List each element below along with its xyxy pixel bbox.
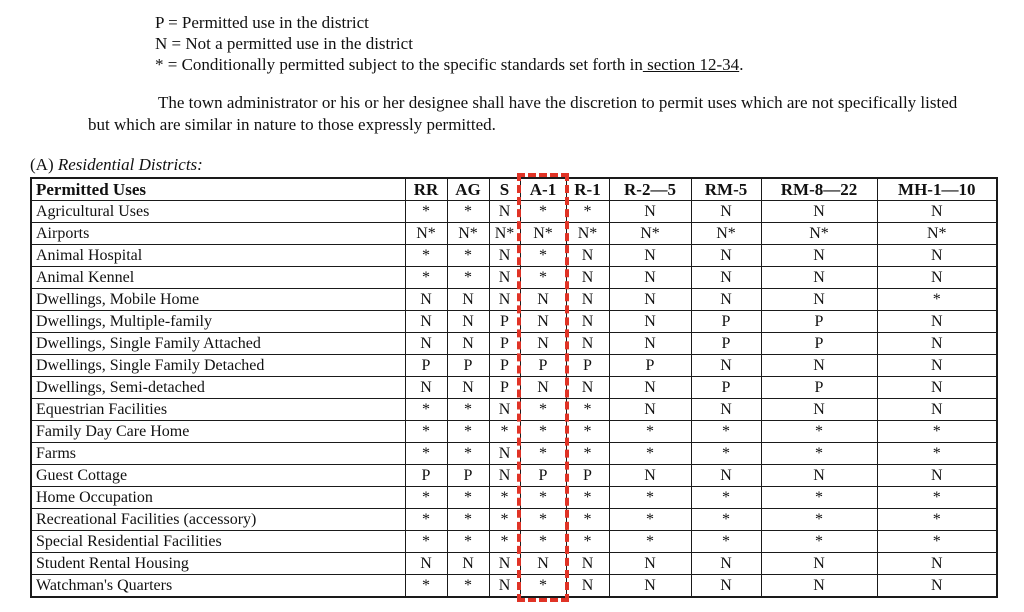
value-cell: * <box>761 421 877 443</box>
use-name-cell: Dwellings, Mobile Home <box>31 289 405 311</box>
value-cell: * <box>877 509 997 531</box>
value-cell: * <box>691 443 761 465</box>
value-cell: N <box>447 553 489 575</box>
value-cell: * <box>447 267 489 289</box>
value-cell: * <box>405 245 447 267</box>
value-cell: N <box>566 267 609 289</box>
col-header-s: S <box>489 178 520 201</box>
value-cell: * <box>447 487 489 509</box>
use-name-cell: Student Rental Housing <box>31 553 405 575</box>
table-row <box>31 465 997 487</box>
use-name-cell: Dwellings, Single Family Detached <box>31 355 405 377</box>
value-cell: N* <box>877 223 997 245</box>
intro-paragraph: The town administrator or his or her designee shall have the discretion to permit uses which are not specifically listed but which are similar in nature to those expressly permitted. <box>88 93 958 134</box>
value-cell: * <box>447 201 489 223</box>
use-name-cell: Dwellings, Semi-detached <box>31 377 405 399</box>
value-cell: N <box>691 245 761 267</box>
value-cell: * <box>877 289 997 311</box>
use-name-cell: Guest Cottage <box>31 465 405 487</box>
section-title: Residential Districts: <box>57 155 203 174</box>
value-cell: * <box>609 443 691 465</box>
value-cell: * <box>489 509 520 531</box>
value-cell: N <box>761 399 877 421</box>
col-header-rr: RR <box>405 178 447 201</box>
value-cell: * <box>566 421 609 443</box>
value-cell: * <box>691 487 761 509</box>
value-cell: * <box>520 487 566 509</box>
value-cell: P <box>405 465 447 487</box>
value-cell: N <box>566 245 609 267</box>
value-cell: * <box>447 443 489 465</box>
value-cell: N <box>609 267 691 289</box>
table-row <box>31 355 997 377</box>
value-cell: P <box>566 465 609 487</box>
value-cell: N <box>609 553 691 575</box>
value-cell: * <box>566 399 609 421</box>
table-row <box>31 201 997 223</box>
value-cell: P <box>566 355 609 377</box>
value-cell: * <box>447 399 489 421</box>
value-cell: N <box>489 443 520 465</box>
value-cell: N <box>489 399 520 421</box>
value-cell: N <box>691 553 761 575</box>
col-header-r-2-5: R-2—5 <box>609 178 691 201</box>
col-header-a-1: A-1 <box>520 178 566 201</box>
value-cell: * <box>761 487 877 509</box>
table-row <box>31 377 997 399</box>
value-cell: P <box>489 311 520 333</box>
value-cell: N <box>877 267 997 289</box>
value-cell: * <box>520 245 566 267</box>
value-cell: N <box>877 355 997 377</box>
use-name-cell: Special Residential Facilities <box>31 531 405 553</box>
value-cell: N* <box>489 223 520 245</box>
value-cell: N* <box>761 223 877 245</box>
value-cell: N <box>447 289 489 311</box>
value-cell: P <box>447 465 489 487</box>
value-cell: N <box>566 289 609 311</box>
table-row <box>31 333 997 355</box>
legend-line-not-permitted: N = Not a permitted use in the district <box>155 34 413 53</box>
value-cell: N <box>761 267 877 289</box>
use-name-cell: Animal Kennel <box>31 267 405 289</box>
value-cell: P <box>761 311 877 333</box>
value-cell: * <box>489 487 520 509</box>
col-header-ag: AG <box>447 178 489 201</box>
use-name-cell: Airports <box>31 223 405 245</box>
table-header-row <box>31 178 997 201</box>
value-cell: * <box>405 267 447 289</box>
value-cell: * <box>405 201 447 223</box>
value-cell: * <box>405 421 447 443</box>
value-cell: * <box>520 575 566 598</box>
value-cell: N <box>761 575 877 598</box>
value-cell: N <box>447 333 489 355</box>
table-body <box>31 201 997 598</box>
table-row <box>31 311 997 333</box>
section-heading <box>30 155 203 175</box>
value-cell: P <box>405 355 447 377</box>
section-label: (A) <box>30 155 54 174</box>
value-cell: * <box>877 531 997 553</box>
table-row <box>31 245 997 267</box>
value-cell: N <box>447 377 489 399</box>
value-cell: * <box>405 399 447 421</box>
value-cell: N <box>609 575 691 598</box>
col-header-mh-1-10: MH-1—10 <box>877 178 997 201</box>
use-name-cell: Watchman's Quarters <box>31 575 405 598</box>
value-cell: N <box>489 289 520 311</box>
table-row <box>31 553 997 575</box>
value-cell: * <box>405 443 447 465</box>
value-cell: N* <box>447 223 489 245</box>
value-cell: P <box>761 377 877 399</box>
value-cell: N* <box>520 223 566 245</box>
value-cell: N <box>609 333 691 355</box>
value-cell: N <box>691 575 761 598</box>
value-cell: N <box>877 553 997 575</box>
legend-conditional-text: * = Conditionally permitted subject to the specific standards set forth in <box>155 55 643 74</box>
value-cell: * <box>447 509 489 531</box>
value-cell: N <box>609 245 691 267</box>
value-cell: N <box>609 399 691 421</box>
value-cell: N <box>691 267 761 289</box>
value-cell: * <box>691 531 761 553</box>
section-12-34-link[interactable]: section 12-34 <box>642 55 740 74</box>
value-cell: N <box>761 465 877 487</box>
use-name-cell: Recreational Facilities (accessory) <box>31 509 405 531</box>
table-row <box>31 399 997 421</box>
col-header-rm-8-22: RM-8—22 <box>761 178 877 201</box>
use-name-cell: Dwellings, Single Family Attached <box>31 333 405 355</box>
value-cell: P <box>609 355 691 377</box>
value-cell: N <box>877 333 997 355</box>
table-row <box>31 267 997 289</box>
value-cell: N <box>566 311 609 333</box>
value-cell: N* <box>566 223 609 245</box>
use-name-cell: Family Day Care Home <box>31 421 405 443</box>
value-cell: N <box>520 289 566 311</box>
value-cell: N <box>566 333 609 355</box>
table-row <box>31 289 997 311</box>
value-cell: * <box>520 399 566 421</box>
permitted-uses-table <box>30 177 998 598</box>
value-cell: * <box>520 443 566 465</box>
value-cell: N <box>761 355 877 377</box>
value-cell: P <box>489 377 520 399</box>
value-cell: * <box>566 201 609 223</box>
value-cell: * <box>566 487 609 509</box>
value-cell: * <box>566 443 609 465</box>
table-row <box>31 575 997 598</box>
value-cell: * <box>405 531 447 553</box>
value-cell: N <box>520 311 566 333</box>
value-cell: N <box>691 399 761 421</box>
value-cell: N* <box>609 223 691 245</box>
value-cell: P <box>520 465 566 487</box>
value-cell: * <box>520 267 566 289</box>
legend-line-conditional <box>155 54 743 75</box>
value-cell: N* <box>405 223 447 245</box>
value-cell: * <box>566 509 609 531</box>
value-cell: N <box>489 201 520 223</box>
value-cell: N <box>566 377 609 399</box>
value-cell: N <box>877 465 997 487</box>
value-cell: N <box>520 333 566 355</box>
value-cell: P <box>691 333 761 355</box>
value-cell: * <box>447 245 489 267</box>
value-cell: N* <box>691 223 761 245</box>
value-cell: * <box>609 531 691 553</box>
value-cell: * <box>447 531 489 553</box>
value-cell: P <box>691 377 761 399</box>
legend <box>155 12 743 75</box>
value-cell: N <box>877 201 997 223</box>
value-cell: P <box>691 311 761 333</box>
value-cell: N <box>405 333 447 355</box>
table-row <box>31 531 997 553</box>
value-cell: P <box>489 355 520 377</box>
value-cell: * <box>405 509 447 531</box>
value-cell: N <box>877 399 997 421</box>
value-cell: * <box>877 443 997 465</box>
col-header-permitted-uses: Permitted Uses <box>31 178 405 201</box>
col-header-r-1: R-1 <box>566 178 609 201</box>
value-cell: N <box>566 575 609 598</box>
value-cell: N <box>447 311 489 333</box>
value-cell: N <box>609 201 691 223</box>
value-cell: P <box>761 333 877 355</box>
value-cell: * <box>520 201 566 223</box>
use-name-cell: Animal Hospital <box>31 245 405 267</box>
value-cell: * <box>447 421 489 443</box>
value-cell: * <box>520 421 566 443</box>
value-cell: * <box>520 531 566 553</box>
value-cell: N <box>405 377 447 399</box>
value-cell: N <box>566 553 609 575</box>
value-cell: * <box>405 487 447 509</box>
value-cell: N <box>761 289 877 311</box>
value-cell: N <box>877 311 997 333</box>
table-row <box>31 223 997 245</box>
use-name-cell: Farms <box>31 443 405 465</box>
value-cell: P <box>489 333 520 355</box>
value-cell: * <box>761 509 877 531</box>
value-cell: * <box>520 509 566 531</box>
value-cell: N <box>761 245 877 267</box>
value-cell: N <box>489 553 520 575</box>
value-cell: N <box>489 575 520 598</box>
table-row <box>31 509 997 531</box>
value-cell: * <box>447 575 489 598</box>
value-cell: N <box>609 311 691 333</box>
value-cell: * <box>609 509 691 531</box>
value-cell: * <box>691 421 761 443</box>
value-cell: N <box>489 465 520 487</box>
value-cell: * <box>566 531 609 553</box>
value-cell: * <box>761 443 877 465</box>
value-cell: N <box>691 465 761 487</box>
value-cell: * <box>877 421 997 443</box>
value-cell: P <box>520 355 566 377</box>
legend-conditional-period: . <box>739 55 744 74</box>
value-cell: * <box>761 531 877 553</box>
value-cell: N <box>520 377 566 399</box>
use-name-cell: Equestrian Facilities <box>31 399 405 421</box>
legend-line-permitted: P = Permitted use in the district <box>155 13 369 32</box>
value-cell: N <box>877 575 997 598</box>
value-cell: N <box>609 465 691 487</box>
table-row <box>31 487 997 509</box>
value-cell: * <box>405 575 447 598</box>
value-cell: N <box>405 311 447 333</box>
value-cell: N <box>761 201 877 223</box>
value-cell: N <box>761 553 877 575</box>
use-name-cell: Home Occupation <box>31 487 405 509</box>
value-cell: * <box>691 509 761 531</box>
value-cell: N <box>877 245 997 267</box>
value-cell: * <box>877 487 997 509</box>
value-cell: N <box>691 201 761 223</box>
col-header-rm-5: RM-5 <box>691 178 761 201</box>
table-row <box>31 421 997 443</box>
value-cell: N <box>405 553 447 575</box>
value-cell: N <box>609 289 691 311</box>
value-cell: N <box>691 355 761 377</box>
use-name-cell: Agricultural Uses <box>31 201 405 223</box>
value-cell: N <box>405 289 447 311</box>
value-cell: N <box>489 245 520 267</box>
table-row <box>31 443 997 465</box>
value-cell: N <box>691 289 761 311</box>
value-cell: N <box>489 267 520 289</box>
value-cell: * <box>609 421 691 443</box>
value-cell: N <box>609 377 691 399</box>
value-cell: N <box>877 377 997 399</box>
value-cell: N <box>520 553 566 575</box>
value-cell: * <box>489 421 520 443</box>
value-cell: P <box>447 355 489 377</box>
use-name-cell: Dwellings, Multiple-family <box>31 311 405 333</box>
value-cell: * <box>609 487 691 509</box>
value-cell: * <box>489 531 520 553</box>
